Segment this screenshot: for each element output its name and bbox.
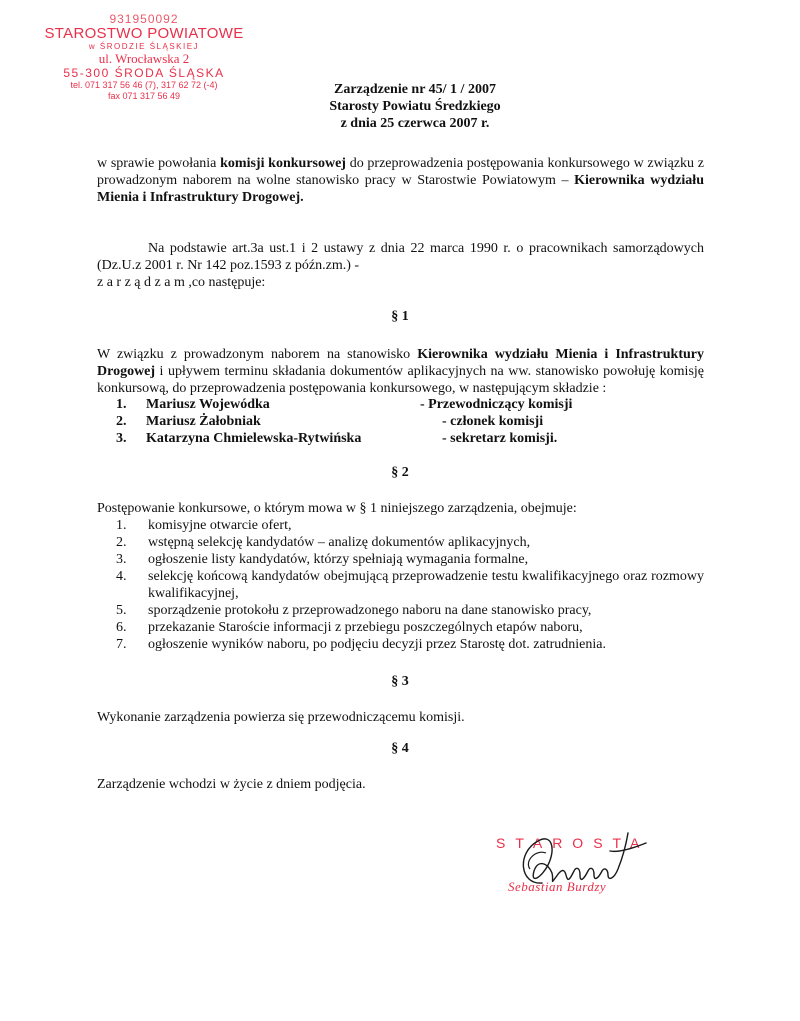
document-header [290, 81, 540, 132]
list-item-number: 1. [116, 518, 127, 533]
stamp-office-name: STAROSTWO POWIATOWE [44, 25, 244, 42]
procedure-steps-list [116, 517, 704, 653]
list-item-text: wstępną selekcję kandydatów – analizę dokumentów aplikacyjnych, [148, 535, 531, 550]
member-role: - sekretarz komisji. [442, 431, 558, 446]
member-number: 3. [116, 431, 127, 446]
signature-block [490, 823, 660, 905]
section-3-heading: § 3 [391, 674, 409, 689]
stamp-street: ul. Wrocławska 2 [98, 51, 190, 66]
handwritten-signature [490, 823, 660, 905]
section-4-paragraph: Zarządzenie wchodzi w życie z dniem podjęcia. [97, 777, 366, 792]
member-number: 2. [116, 414, 127, 429]
member-row [116, 430, 616, 447]
section-2-heading: § 2 [391, 465, 409, 480]
section-1-paragraph [97, 346, 704, 397]
section-2-intro: Postępowanie konkursowe, o którym mowa w § 1 niniejszego zarządzenia, obejmuje: [97, 501, 577, 516]
subject-bold-commission: komisji konkursowej [220, 156, 346, 171]
stamp-town: w ŚRODZIE ŚLĄSKIEJ [88, 42, 200, 51]
member-name: Katarzyna Chmielewska-Rytwińska [146, 431, 362, 446]
list-item-text: selekcję końcową kandydatów obejmującą przeprowadzenie testu kwalifikacyjnego oraz rozmowy kwalifikacyjnej, [148, 569, 704, 601]
legal-basis-text: Na podstawie art.3a ust.1 i 2 ustawy z dnia 22 marca 1990 r. o pracownikach samorządowych (Dz.U.z 2001 r. Nr 142 poz.1593 z późn.zm.) - [97, 241, 704, 273]
list-item-number: 5. [116, 603, 127, 618]
signature-stamp-role: STAROSTA [496, 835, 650, 851]
member-number: 1. [116, 397, 127, 412]
section-1-bold-position: Kierownika wydziału Mienia i Infrastruktury Drogowej [97, 347, 704, 379]
member-name: Mariusz Żałobniak [146, 414, 261, 429]
list-item-number: 2. [116, 535, 127, 550]
list-item [116, 568, 704, 602]
list-item [116, 551, 704, 568]
stamp-city: 55-300 ŚRODA ŚLĄSKA [63, 66, 225, 80]
subject-text-middle: do przeprowadzenia postępowania konkursowego w związku z prowadzonym naborem na wolne stanowisko pracy w Starostwie Powiatowym – [97, 156, 704, 188]
member-name: Mariusz Wojewódka [146, 397, 270, 412]
list-item [116, 619, 704, 636]
list-item-text: komisyjne otwarcie ofert, [148, 518, 292, 533]
stamp-phone: tel. 071 317 56 46 (7), 317 62 72 (-4) [70, 80, 218, 90]
legal-basis-ending: ,co następuje: [184, 275, 266, 290]
section-3-paragraph: Wykonanie zarządzenia powierza się przewodniczącemu komisji. [97, 710, 465, 725]
list-item [116, 636, 704, 653]
list-item-text: ogłoszenie wyników naboru, po podjęciu decyzji przez Starostę dot. zatrudnienia. [148, 637, 606, 652]
list-item-text: przekazanie Staroście informacji z przebiegu poszczególnych etapów naboru, [148, 620, 583, 635]
member-row [116, 413, 616, 430]
section-1-text-start: W związku z prowadzonym naborem na stanowisko [97, 347, 418, 362]
office-stamp [30, 12, 258, 102]
member-role: - członek komisji [442, 414, 544, 429]
stamp-number: 931950092 [109, 12, 179, 26]
stamp-fax: fax 071 317 56 49 [107, 91, 181, 101]
subject-text-start: w sprawie powołania [97, 156, 221, 171]
subject-paragraph [97, 155, 704, 206]
member-role: - Przewodniczący komisji [420, 397, 573, 412]
legal-basis-paragraph [97, 240, 704, 291]
list-item-number: 6. [116, 620, 127, 635]
section-1-text-end: i upływem terminu składania dokumentów aplikacyjnych na ww. stanowisko powołuję komisję konkursową, do przeprowadzenia postępowania konkursowego, w następującym składzie : [97, 364, 704, 396]
subject-bold-position: Kierownika wydziału Mienia i Infrastruktury Drogowej. [97, 173, 704, 205]
list-item-number: 3. [116, 552, 127, 567]
list-item [116, 517, 704, 534]
header-title: Zarządzenie nr 45/ 1 / 2007 [334, 82, 496, 97]
list-item-number: 7. [116, 637, 127, 652]
section-1-heading: § 1 [391, 309, 409, 324]
list-item [116, 602, 704, 619]
section-4-heading: § 4 [391, 741, 409, 756]
list-item-text: ogłoszenie listy kandydatów, którzy spełniają wymagania formalne, [148, 552, 529, 567]
list-item-text: sporządzenie protokołu z przeprowadzonego naboru na dane stanowisko pracy, [148, 603, 592, 618]
decree-word: z a r z ą d z a m [97, 275, 185, 290]
list-item [116, 534, 704, 551]
commission-members-list [116, 396, 616, 447]
member-row [116, 396, 616, 413]
signature-stamp-name: Sebastian Burdzy [508, 879, 607, 894]
header-issuer: Starosty Powiatu Średzkiego [329, 99, 501, 114]
header-date: z dnia 25 czerwca 2007 r. [340, 116, 490, 131]
list-item-number: 4. [116, 569, 127, 584]
